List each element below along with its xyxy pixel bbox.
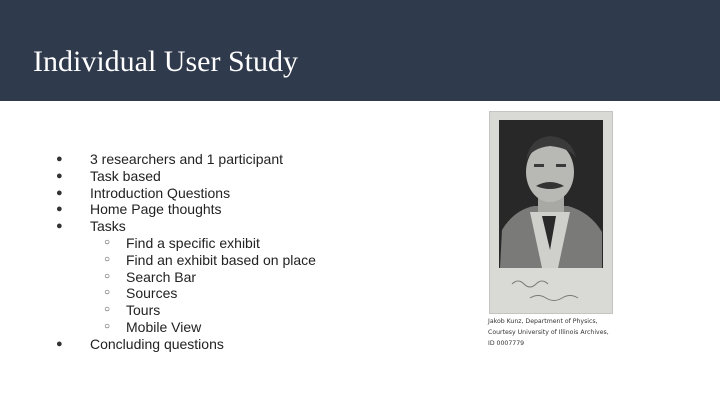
sub-bullet-item: [56, 252, 316, 269]
bullet-text: Introduction Questions: [90, 184, 231, 201]
portrait-photo-drawing: [490, 112, 612, 313]
bullet-text: Find an exhibit based on place: [126, 251, 316, 268]
bullet-item: [56, 185, 316, 202]
slide-header: [0, 0, 720, 101]
caption-line: Jakob Kunz, Department of Physics,: [488, 318, 598, 325]
bullet-list: [56, 151, 316, 353]
sub-bullet-item: [56, 302, 316, 319]
hollow-bullet-icon: ○: [104, 287, 111, 299]
filled-bullet-icon: ●: [56, 337, 63, 350]
bullet-text: Home Page thoughts: [90, 201, 222, 218]
bullet-text: Sources: [126, 285, 178, 302]
hollow-bullet-icon: ○: [104, 270, 111, 282]
filled-bullet-icon: ●: [56, 220, 63, 233]
filled-bullet-icon: ●: [56, 169, 63, 182]
bullet-text: Tours: [126, 302, 161, 319]
hollow-bullet-icon: ○: [104, 253, 111, 265]
slide-title: Individual User Study: [33, 45, 298, 78]
bullet-item: [56, 218, 316, 235]
bullet-text: Task based: [90, 167, 161, 184]
bullet-text: Tasks: [90, 218, 126, 235]
filled-bullet-icon: ●: [56, 153, 63, 165]
hollow-bullet-icon: ○: [104, 320, 111, 332]
bullet-text: Concluding questions: [90, 335, 224, 352]
hollow-bullet-icon: ○: [104, 236, 111, 248]
caption-line: ID 0007779: [488, 340, 525, 347]
sub-bullet-item: [56, 235, 316, 252]
portrait-photo: [489, 111, 613, 314]
photo-caption: [488, 316, 628, 349]
sub-bullet-item: [56, 319, 316, 336]
bullet-item: [56, 151, 316, 168]
bullet-text: Mobile View: [126, 318, 202, 335]
caption-line: Courtesy University of Illinois Archives,: [488, 329, 609, 336]
bullet-text: Search Bar: [126, 268, 197, 285]
filled-bullet-icon: ●: [56, 203, 63, 216]
bullet-item: [56, 336, 316, 353]
sub-bullet-item: [56, 285, 316, 302]
hollow-bullet-icon: ○: [104, 304, 111, 316]
bullet-item: [56, 168, 316, 185]
filled-bullet-icon: ●: [56, 186, 63, 199]
bullet-text: 3 researchers and 1 participant: [90, 151, 283, 167]
sub-bullet-item: [56, 269, 316, 286]
bullet-text: Find a specific exhibit: [126, 234, 260, 251]
bullet-item: [56, 201, 316, 218]
